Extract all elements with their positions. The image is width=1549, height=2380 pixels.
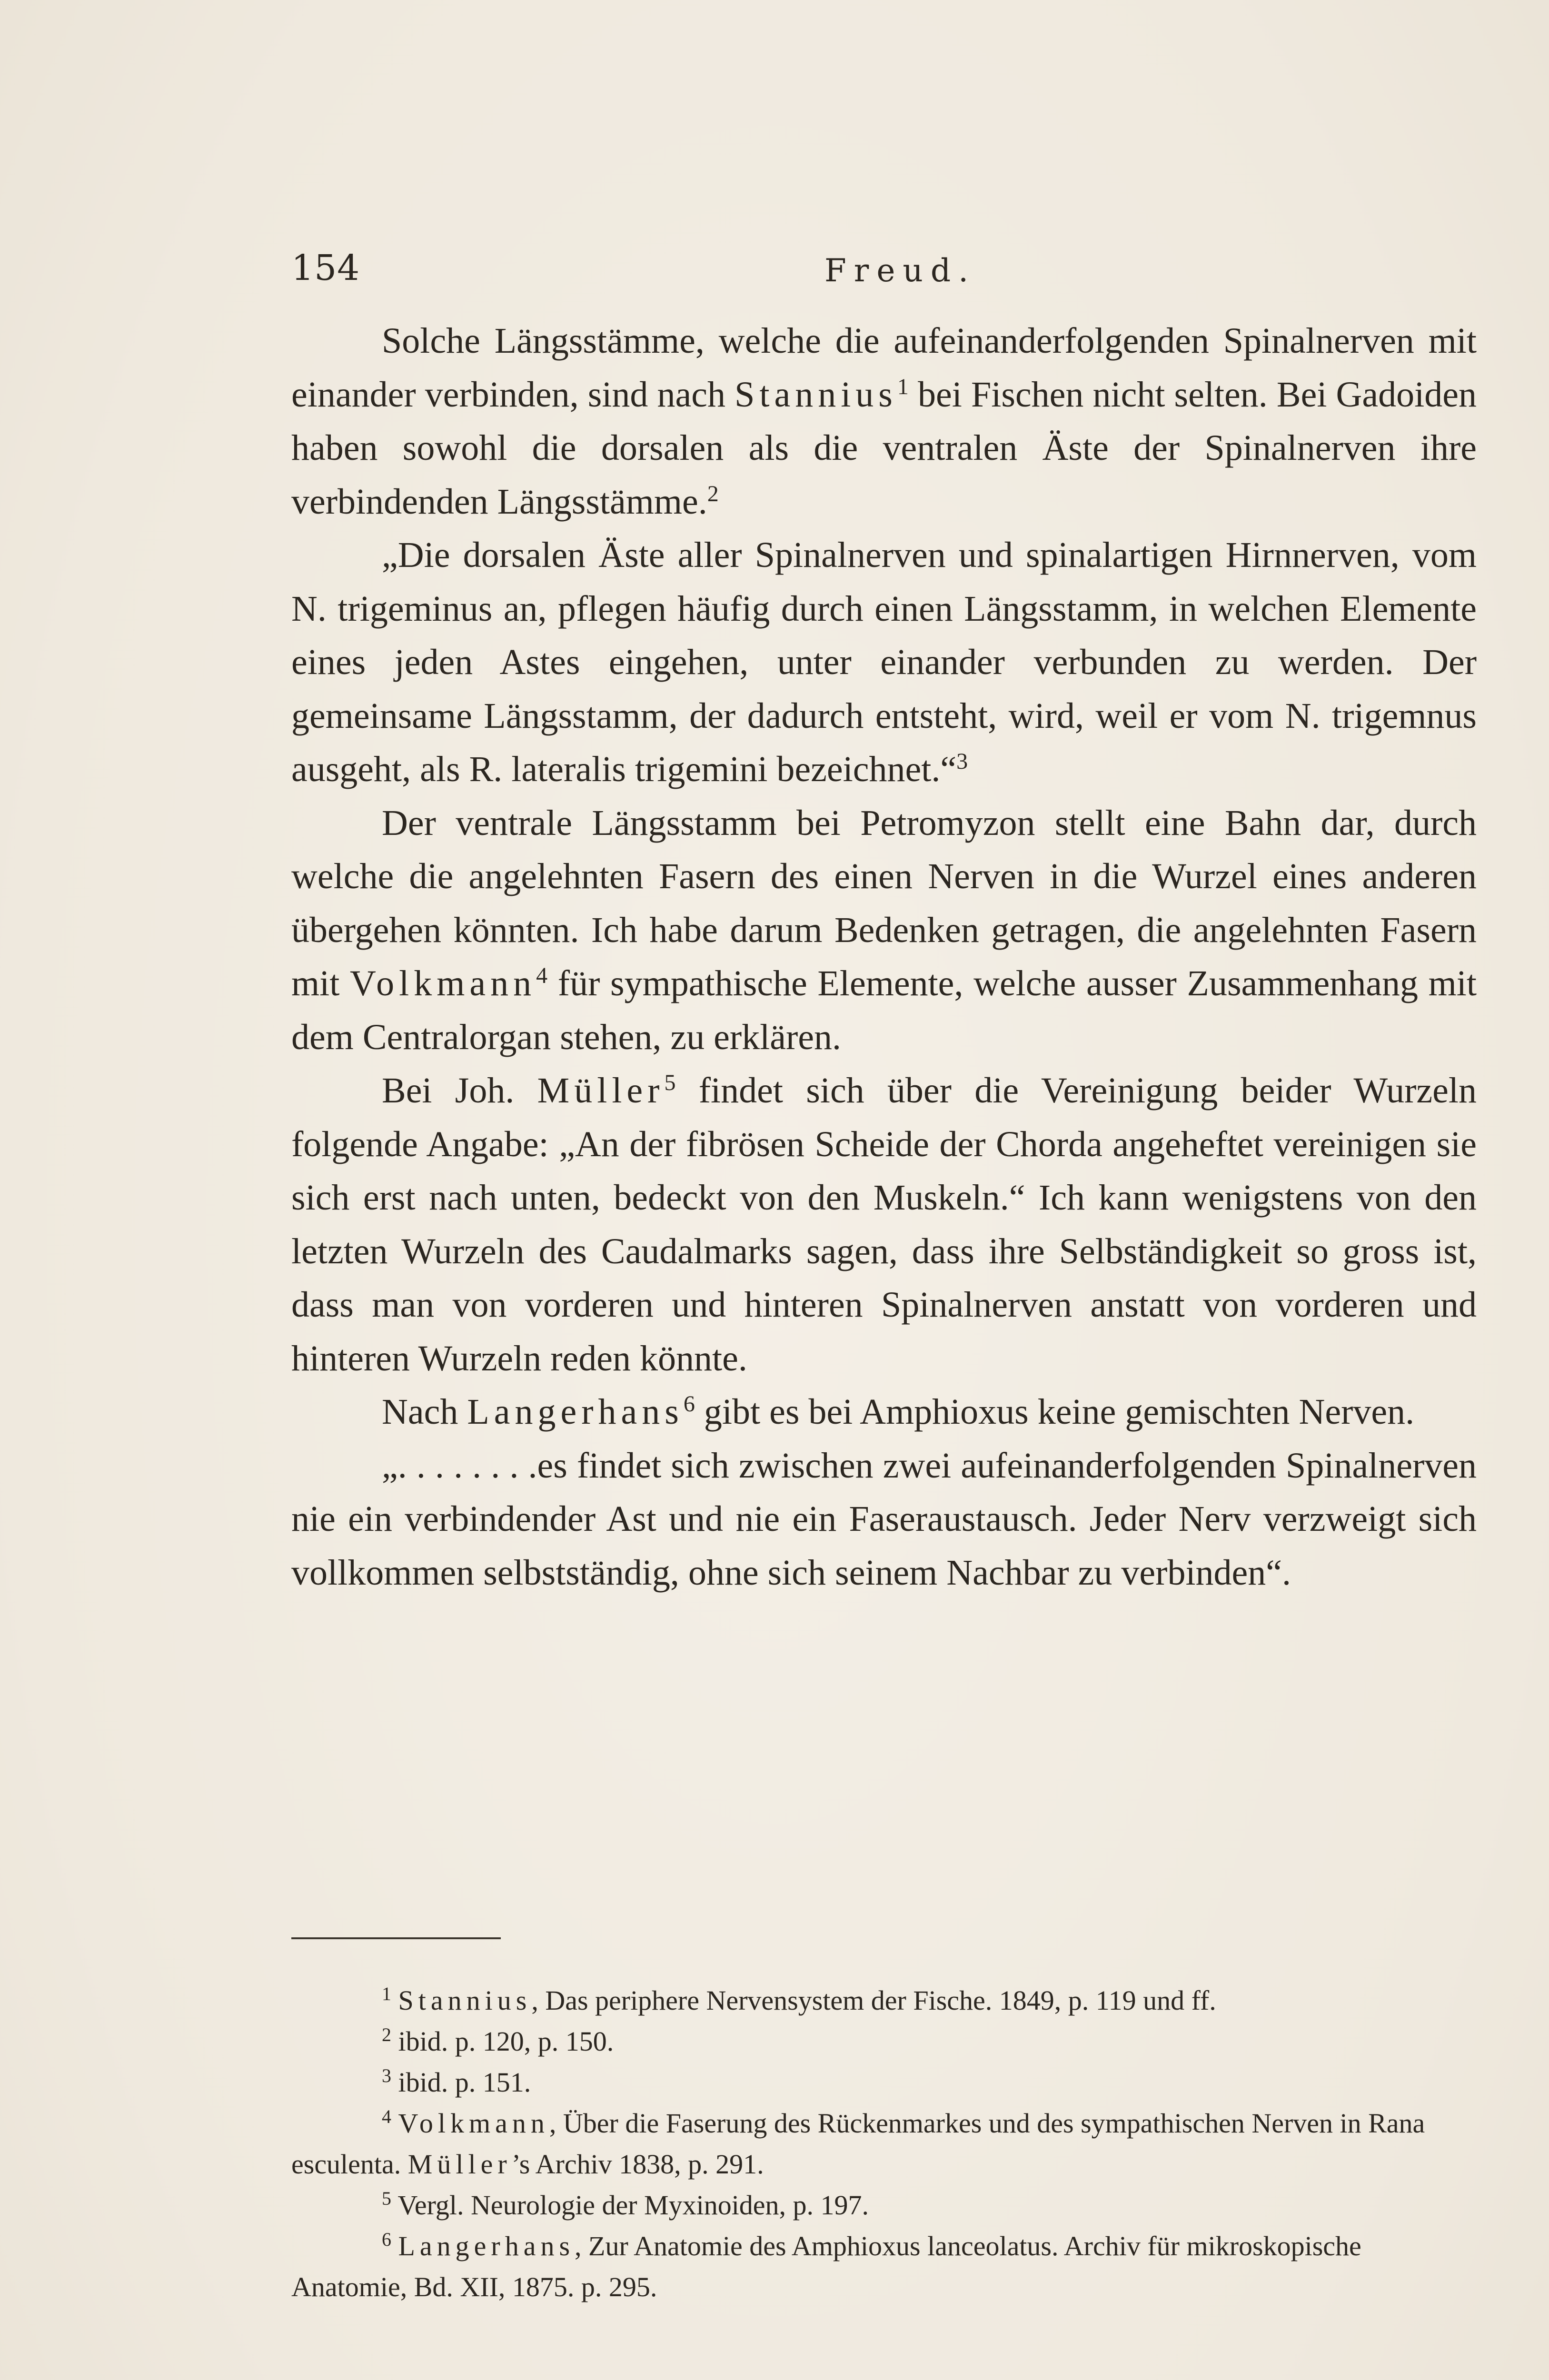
paragraph-3: Der ventrale Längsstamm bei Petromyzon stellt eine Bahn dar, durch welche die angelehnten Fasern des einen Nerven in die Wurzel eines anderen übergehen könnten. Ich habe darum Bedenken getragen, die angelehnten Fasern mit Volkmann$^4$ für sympathische Elemente, welche ausser Zusammenhang mit dem Centralorgan stehen, zu erklären. (291, 803, 1477, 1057)
footnote-mark: 2 (382, 2024, 391, 2045)
footnote-4: $^4$ Volkmann, Über die Faserung des Rückenmarkes und des sympathischen Nerven in Rana esculenta. Müller’s Archiv 1838, p. 291. (291, 2106, 1425, 2180)
footnote-mark: 1 (382, 1983, 391, 2004)
running-head: Freud. (824, 252, 976, 289)
author-name: Volkmann (350, 963, 536, 1003)
author-name: Langerhans (467, 1392, 684, 1432)
footnote-ref: 5 (664, 1070, 676, 1095)
author-name: Stannius (735, 374, 897, 415)
footnote-6: $^6$ Langerhans, Zur Anatomie des Amphioxus lanceolatus. Archiv für mikroskopische Anatomie, Bd. XII, 1875. p. 295. (291, 2229, 1361, 2302)
footnote-ref: 3 (956, 749, 968, 774)
author-name: Müller (407, 2149, 512, 2180)
paragraph-2: „Die dorsalen Äste aller Spinalnerven und spinalartigen Hirnnerven, vom N. trigeminus an, pflegen häufig durch einen Längsstamm, in welchen Elemente eines jeden Astes eingehen, unter einander verbunden zu werden. Der gemeinsame Längsstamm, der dadurch entsteht, wird, weil er vom N. trigemnus ausgeht, als R. lateralis trigemini bezeichnet.“$^3$ (291, 535, 1477, 789)
footnote-divider (291, 1937, 501, 1939)
footnote-2: $^2$ ibid. p. 120, p. 150. (382, 2024, 614, 2057)
paragraph-5: Nach Langerhans$^6$ gibt es bei Amphioxus keine gemischten Nerven. (382, 1391, 1415, 1432)
footnote-5: $^5$ Vergl. Neurologie der Myxinoiden, p. 197. (382, 2188, 869, 2221)
author-name: Müller (537, 1071, 665, 1111)
footnote-ref: 4 (536, 963, 548, 988)
page-header (291, 248, 1481, 300)
paragraph-4: Bei Joh. Müller$^5$ findet sich über die Vereinigung beider Wurzeln folgende Angabe: „An der fibrösen Scheide der Chorda angeheftet vereinigen sie sich erst nach unten, bedeckt von den Muskeln.“ Ich kann wenigstens von den letzten Wurzeln des Caudalmarks sagen, dass ihre Selbständigkeit so gross ist, dass man von vorderen und hinteren Spinalnerven anstatt von vorderen und hinteren Wurzeln reden könnte. (291, 1070, 1477, 1378)
footnote-ref: 1 (897, 374, 909, 399)
footnote-1: $^1$ Stannius, Das periphere Nervensystem der Fische. 1849, p. 119 und ff. (382, 1983, 1216, 2016)
page-number: 154 (291, 248, 360, 288)
author-name: Volkmann (398, 2108, 549, 2139)
footnote-3: $^3$ ibid. p. 151. (382, 2065, 531, 2098)
footnote-mark: 4 (382, 2106, 391, 2127)
body-text (291, 314, 1477, 1599)
footnote-ref: 2 (707, 481, 719, 506)
author-name: Langerhans (398, 2231, 575, 2261)
author-name: Stannius (398, 1985, 532, 2016)
footnote-mark: 5 (382, 2188, 391, 2209)
footnote-mark: 3 (382, 2065, 391, 2086)
paragraph-6: „. . . . . . . .es findet sich zwischen zwei aufeinanderfolgenden Spinalnerven nie ein verbindender Ast und nie ein Faseraustausch. Jeder Nerv verzweigt sich vollkommen selbstständig, ohne sich seinem Nachbar zu verbinden“. (291, 1445, 1477, 1593)
footnote-mark: 6 (382, 2229, 391, 2250)
footnotes (291, 1980, 1477, 2308)
footnote-ref: 6 (683, 1391, 695, 1417)
paragraph-1: Solche Längsstämme, welche die aufeinanderfolgenden Spinalnerven mit einander verbinden, sind nach Stannius$^1$ bei Fischen nicht selten. Bei Gadoiden haben sowohl die dorsalen als die ventralen Äste der Spinalnerven ihre verbindenden Längsstämme.$^2$ (291, 321, 1477, 522)
